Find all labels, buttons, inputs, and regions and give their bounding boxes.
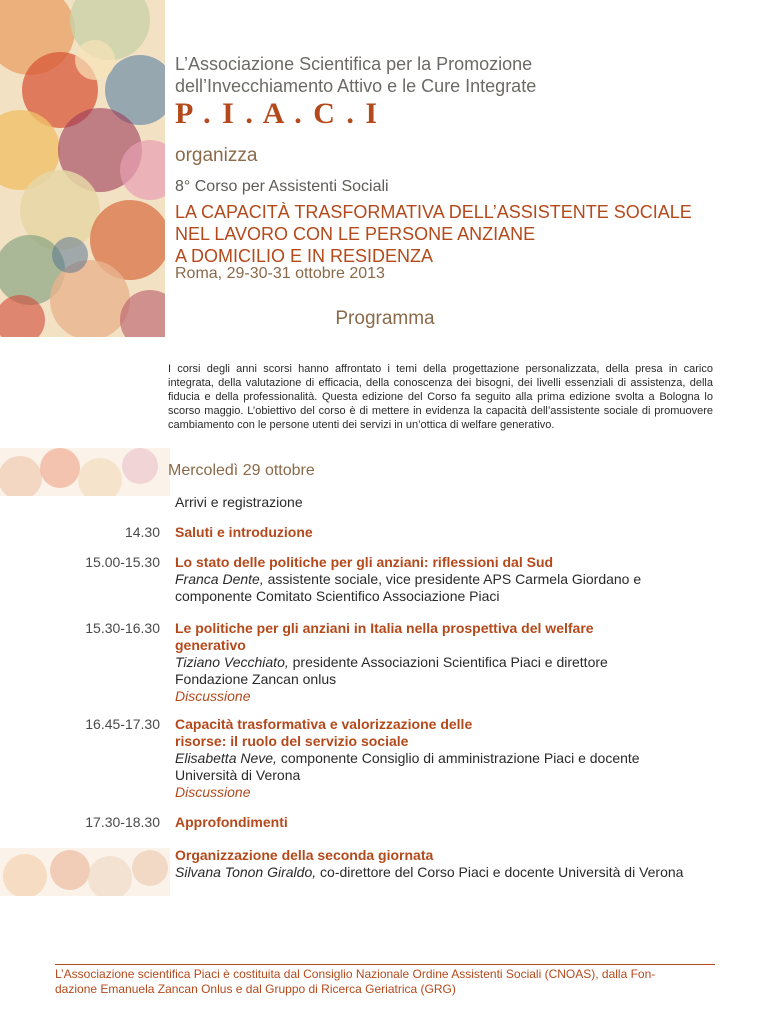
org-line-1: L’Associazione Scientifica per la Promozione — [175, 54, 533, 74]
speaker-name: Elisabetta Neve, — [175, 750, 277, 766]
schedule-title: Approfondimenti — [175, 814, 288, 830]
speaker-name: Tiziano Vecchiato, — [175, 654, 289, 670]
organizza-label: organizza — [175, 145, 258, 166]
discussion-label: Discussione — [175, 688, 251, 704]
speaker-role: assistente sociale, vice presidente APS Carmela Giordano e — [263, 571, 642, 587]
course-date: Roma, 29-30-31 ottobre 2013 — [175, 265, 385, 282]
programma-heading: Programma — [335, 308, 435, 329]
discussion-label: Discussione — [175, 784, 251, 800]
course-title-line-3: A DOMICILIO E IN RESIDENZA — [175, 246, 434, 266]
intro-paragraph: I corsi degli anni scorsi hanno affrontato i temi della progettazione personalizzata, della presa in carico integrata, della valutazione di efficacia, della conoscenza dei bisogni, dei livelli essenziali di assistenza, della fiducia e della professionalità. Questa edizione del Corso fa seguito alla prima edizione svolta a Bologna lo scorso maggio. L’obiettivo del corso è di mettere in evidenza la capacità dell’assistente sociale di promuovere cambiamento con le persone utenti dei servizi in un’ottica di welfare generativo. — [168, 363, 713, 431]
schedule-title: Saluti e introduzione — [175, 524, 313, 540]
speaker-role-continued: Fondazione Zancan onlus — [175, 671, 337, 687]
decorative-band — [0, 848, 170, 896]
organization-acronym: P . I . A . C . I — [175, 97, 380, 130]
course-number: 8° Corso per Assistenti Sociali — [175, 178, 389, 195]
footer-note — [55, 967, 715, 997]
course-title-line-1: LA CAPACITÀ TRASFORMATIVA DELL’ASSISTENTE SOCIALE — [175, 202, 692, 222]
arrivals-text: Arrivi e registrazione — [175, 494, 303, 510]
speaker-role: co-direttore del Corso Piaci e docente Università di Verona — [316, 864, 684, 880]
schedule-time: 17.30-18.30 — [85, 814, 160, 830]
organization-name — [175, 53, 735, 97]
speaker-role: componente Consiglio di amministrazione Piaci e docente — [276, 750, 640, 766]
schedule-title-continued: generativo — [175, 637, 246, 653]
footer-line-1: L’Associazione scientifica Piaci è costituita dal Consiglio Nazionale Ordine Assistenti Sociali (CNOAS), dalla Fon- — [55, 967, 656, 981]
schedule-time: 15.30-16.30 — [85, 620, 160, 636]
speaker-name: Franca Dente, — [175, 571, 264, 587]
schedule-title-continued: risorse: il ruolo del servizio sociale — [175, 733, 409, 749]
schedule-title: Lo stato delle politiche per gli anziani: riflessioni dal Sud — [175, 554, 554, 570]
footer-divider — [55, 964, 715, 965]
schedule-speaker — [175, 750, 735, 767]
schedule-title: Capacità trasformativa e valorizzazione delle — [175, 716, 473, 732]
schedule-speaker — [175, 654, 735, 671]
schedule-time: 16.45-17.30 — [85, 716, 160, 732]
speaker-role-continued: Università di Verona — [175, 767, 301, 783]
schedule-speaker — [175, 571, 735, 588]
schedule-time: 15.00-15.30 — [85, 554, 160, 570]
schedule-speaker — [175, 864, 735, 881]
schedule-time: 14.30 — [124, 524, 160, 540]
schedule-title: Organizzazione della seconda giornata — [175, 847, 434, 863]
day-heading: Mercoledì 29 ottobre — [168, 462, 315, 479]
speaker-name: Silvana Tonon Giraldo, — [175, 864, 317, 880]
speaker-role-continued: componente Comitato Scientifico Associazione Piaci — [175, 588, 500, 604]
decorative-band — [0, 448, 170, 496]
course-title-line-2: NEL LAVORO CON LE PERSONE ANZIANE — [175, 224, 536, 244]
cover-artwork — [0, 0, 165, 337]
course-title — [175, 201, 735, 267]
schedule-title: Le politiche per gli anziani in Italia nella prospettiva del welfare — [175, 620, 594, 636]
org-line-2: dell’Invecchiamento Attivo e le Cure Integrate — [175, 76, 537, 96]
footer-line-2: dazione Emanuela Zancan Onlus e dal Gruppo di Ricerca Geriatrica (GRG) — [55, 982, 456, 996]
speaker-role: presidente Associazioni Scientifica Piaci e direttore — [288, 654, 608, 670]
